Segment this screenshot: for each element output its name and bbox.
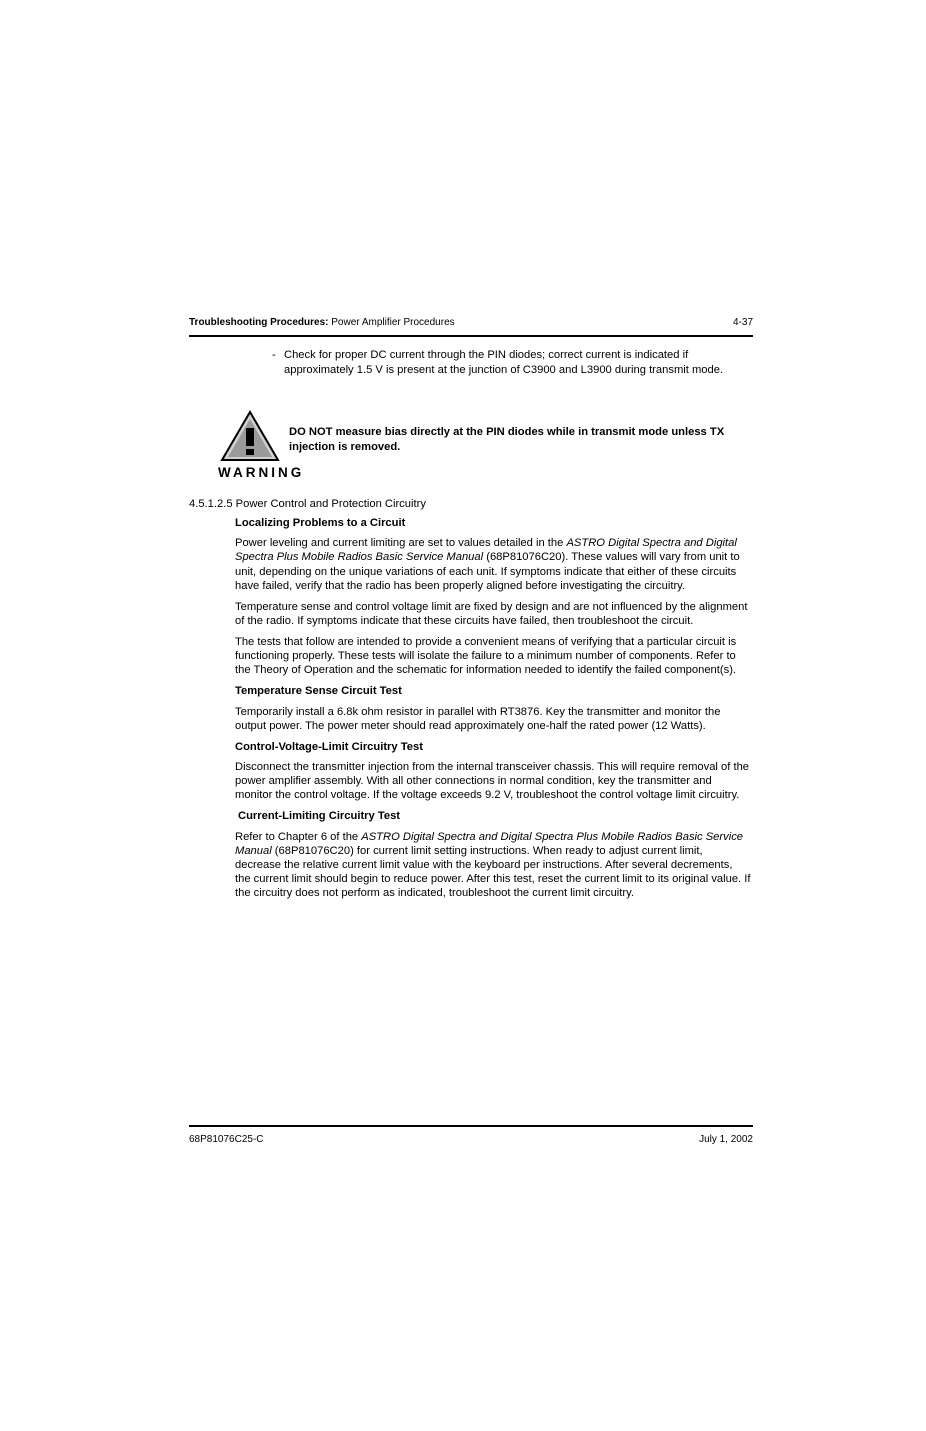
subheading-current-limiting: Current-Limiting Circuitry Test (238, 810, 401, 823)
page-number: 4-37 (732, 317, 753, 328)
paragraph-4: Temporarily install a 6.8k ohm resistor in parallel with RT3876. Key the transmitter and monitor the output power. The power meter should read approximately one-half the rated power (12 Watts). (235, 705, 721, 732)
footer-rule (189, 1125, 753, 1127)
bullet-text: Check for proper DC current through the PIN diodes; correct current is indicated if approximately 1.5 V is present at the junction of C3900 and L3900 during transmit mode. (284, 349, 724, 376)
paragraph-3: The tests that follow are intended to provide a convenient means of verifying that a particular circuit is functioning properly. These tests will isolate the failure to a minimum number of components. Refer to the Theory of Operation and the schematic for information needed to identify the failed component(s). (235, 636, 737, 677)
p1-manual-title: ASTRO Digital Spectra and Digital Spectra Plus Mobile Radios Basic Service Manual (235, 537, 737, 564)
warning-triangle-icon (220, 410, 280, 462)
paragraph-5: Disconnect the transmitter injection from the internal transceiver chassis. This will require removal of the power amplifier assembly. With all other connections in normal condition, key the transmitter and monitor the control voltage. If the voltage exceeds 9.2 V, troubleshoot the control voltage limit circuitry. (235, 761, 750, 802)
paragraph-1 (235, 536, 751, 593)
p6-text-a: Refer to Chapter 6 of the (235, 830, 362, 843)
subheading-control-voltage: Control-Voltage-Limit Circuitry Test (235, 740, 423, 753)
p6-manual-title: ASTRO Digital Spectra and Digital Spectra Plus Mobile Radios Basic Service Manual (235, 830, 744, 857)
bullet-item (272, 348, 742, 377)
header-section-bold: Troubleshooting Procedures: (189, 317, 329, 328)
paragraph-6 (235, 830, 751, 901)
paragraph-2: Temperature sense and control voltage limit are fixed by design and are not influenced by the alignment of the radio. If symptoms indicate that these circuits have failed, then troubleshoot the circuit. (235, 600, 748, 628)
bullet-dash: - (272, 349, 276, 361)
warning-text: DO NOT measure bias directly at the PIN diodes while in transmit mode unless TX injection is removed. (289, 426, 725, 453)
section-heading: 4.5.1.2.5 Power Control and Protection Circuitry (189, 498, 426, 510)
header-rule (189, 335, 753, 337)
page-footer (189, 1133, 753, 1146)
page-header (189, 316, 753, 329)
section-body (235, 516, 751, 907)
p1-text-a: Power leveling and current limiting are set to values detailed in the (235, 537, 567, 550)
header-section-rest: Power Amplifier Procedures (328, 317, 455, 328)
doc-number: 68P81076C25-C (189, 1134, 264, 1145)
p1-text-b: (68P81076C20). These values will vary from unit to unit, depending on the unique variations of each unit. If symptoms indicate that either of these circuits have failed, verify that the radio has been properly aligned before investigating the circuitry. (235, 551, 740, 592)
subheading-temperature: Temperature Sense Circuit Test (235, 685, 402, 698)
publish-date: July 1, 2002 (699, 1134, 753, 1145)
subheading-localizing: Localizing Problems to a Circuit (235, 517, 406, 529)
warning-label: WARNING (218, 465, 305, 480)
p6-text-b: (68P81076C20) for current limit setting instructions. When ready to adjust current limit, decrease the relative current limit value with the keyboard per instructions. After several decrements, the current limit should begin to reduce power. After this test, reset the current limit to its original value. If the circuitry does not perform as indicated, troubleshoot the current limit circuitry. (235, 844, 751, 900)
